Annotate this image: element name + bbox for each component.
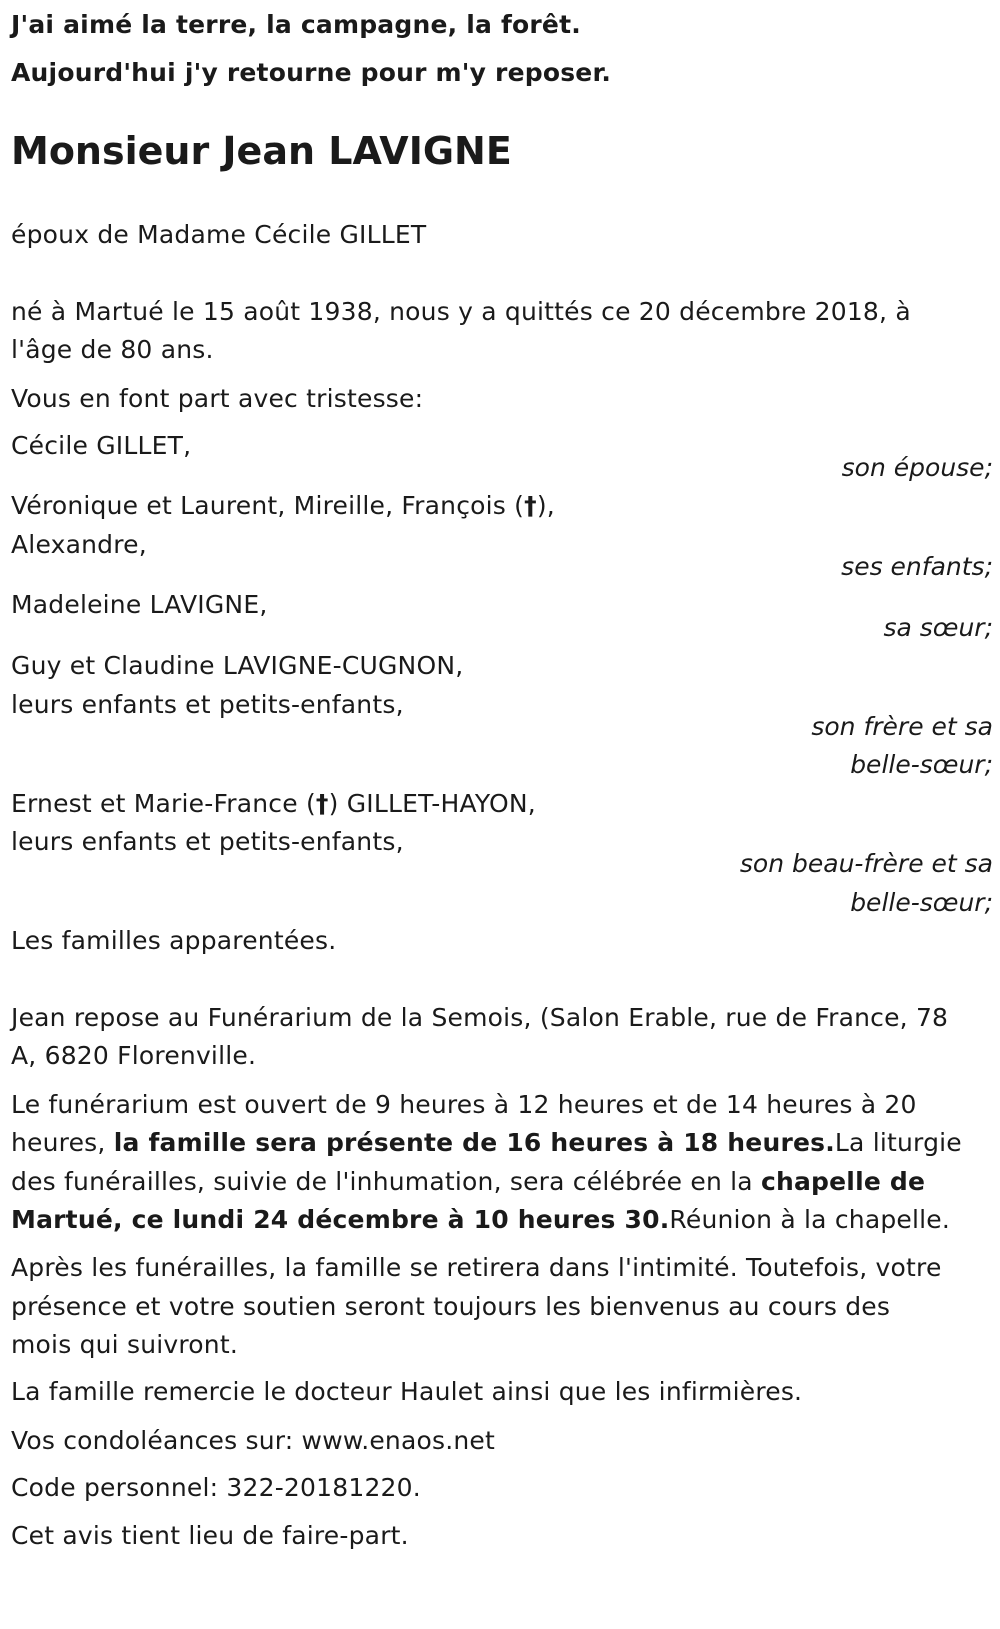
liturgy-text: La liturgie bbox=[834, 1128, 962, 1157]
hours-line-1: Le funérarium est ouvert de 9 heures à 12 heures et de 14 heures à 20 bbox=[11, 1090, 917, 1119]
children-names: Véronique et Laurent, Mireille, François ( bbox=[11, 491, 525, 520]
hours-line-2 bbox=[11, 1123, 962, 1163]
family-role-brother-2: belle-sœur; bbox=[850, 750, 993, 779]
funeral-text: des funérailles, suivie de l'inhumation, sera célébrée en la bbox=[11, 1167, 761, 1196]
cross-icon: † bbox=[315, 789, 329, 818]
family-role-spouse: son épouse; bbox=[841, 453, 993, 482]
family-member-brother: Guy et Claudine LAVIGNE-CUGNON, bbox=[11, 651, 464, 680]
children-names-end: ), bbox=[536, 491, 555, 520]
family-role-brother-in-law-2: belle-sœur; bbox=[850, 888, 993, 917]
announcement-intro: Vous en font part avec tristesse: bbox=[11, 384, 424, 413]
family-member-brother-descendants: leurs enfants et petits-enfants, bbox=[11, 690, 404, 719]
chapel-location: chapelle de bbox=[760, 1167, 926, 1196]
family-role-children: ses enfants; bbox=[841, 552, 993, 581]
after-funeral-line-2: présence et votre soutien seront toujours les bienvenus au cours des bbox=[11, 1292, 891, 1321]
cross-icon: † bbox=[524, 491, 537, 520]
hours-text: heures, bbox=[11, 1128, 114, 1157]
condolences-line: Vos condoléances sur: www.enaos.net bbox=[11, 1426, 495, 1455]
hours-line-4 bbox=[11, 1200, 950, 1240]
thanks-line: La famille remercie le docteur Haulet ainsi que les infirmières. bbox=[11, 1377, 803, 1406]
family-presence-hours: la famille sera présente de 16 heures à 18 heures. bbox=[113, 1128, 835, 1157]
epitaph-line-1: J'ai aimé la terre, la campagne, la forêt. bbox=[11, 10, 581, 39]
notice-line: Cet avis tient lieu de faire-part. bbox=[11, 1521, 409, 1550]
brother-in-law-names: Ernest et Marie-France ( bbox=[11, 789, 316, 818]
hours-line-3 bbox=[11, 1162, 925, 1202]
family-member-sister: Madeleine LAVIGNE, bbox=[11, 590, 268, 619]
family-role-brother-in-law-1: son beau-frère et sa bbox=[739, 849, 993, 878]
repose-line-1: Jean repose au Funérarium de la Semois, (Salon Erable, rue de France, 78 bbox=[11, 1003, 949, 1032]
birth-death-line-2: l'âge de 80 ans. bbox=[11, 335, 214, 364]
epitaph-line-2: Aujourd'hui j'y retourne pour m'y reposer. bbox=[11, 58, 612, 87]
birth-death-line-1: né à Martué le 15 août 1938, nous y a quittés ce 20 décembre 2018, à bbox=[11, 297, 911, 326]
family-member-brother-in-law-descendants: leurs enfants et petits-enfants, bbox=[11, 827, 404, 856]
ceremony-date: Martué, ce lundi 24 décembre à 10 heures 30. bbox=[11, 1205, 670, 1234]
family-member-children-2: Alexandre, bbox=[11, 530, 147, 559]
brother-in-law-names-end: ) GILLET-HAYON, bbox=[328, 789, 536, 818]
after-funeral-line-3: mois qui suivront. bbox=[11, 1330, 239, 1359]
repose-line-2: A, 6820 Florenville. bbox=[11, 1041, 257, 1070]
personal-code-line: Code personnel: 322-20181220. bbox=[11, 1473, 421, 1502]
family-member-brother-in-law bbox=[11, 784, 536, 824]
deceased-name: Monsieur Jean LAVIGNE bbox=[11, 129, 512, 173]
family-member-spouse: Cécile GILLET, bbox=[11, 431, 192, 460]
family-role-brother-1: son frère et sa bbox=[811, 712, 993, 741]
related-families: Les familles apparentées. bbox=[11, 926, 337, 955]
after-funeral-line-1: Après les funérailles, la famille se retirera dans l'intimité. Toutefois, votre bbox=[11, 1253, 942, 1282]
spouse-line: époux de Madame Cécile GILLET bbox=[11, 220, 427, 249]
family-role-sister: sa sœur; bbox=[883, 613, 993, 642]
meeting-text: Réunion à la chapelle. bbox=[669, 1205, 951, 1234]
family-member-children bbox=[11, 486, 555, 526]
